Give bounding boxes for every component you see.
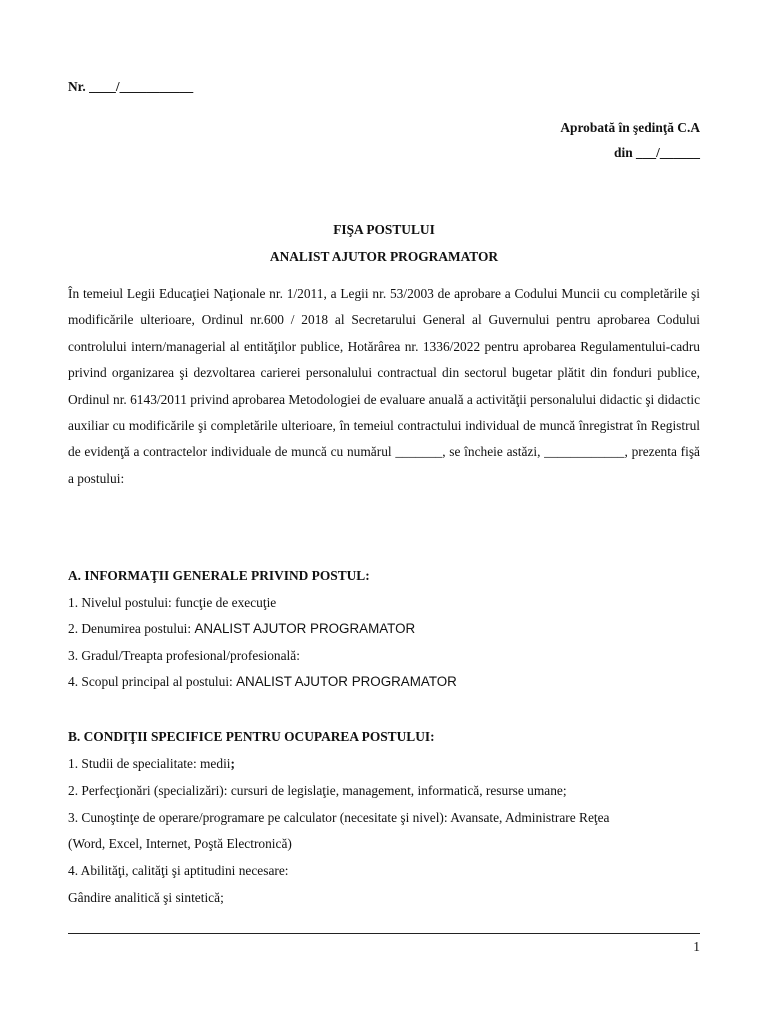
section-b-item-4-sub-1: Gândire analitică şi sintetică; [68,890,224,905]
approval-note: Aprobată în şedinţă C.A [560,120,700,135]
section-b-item-2: 2. Perfecţionări (specializări): cursuri de legislaţie, management, informatică, resurse umane; [68,783,567,798]
footer-divider [68,933,700,934]
document-number: Nr. ____/___________ [68,79,194,94]
section-a-item-2-label: 2. Denumirea postului: [68,621,195,636]
section-b-item-4: 4. Abilităţi, calităţi şi aptitudini necesare: [68,863,289,878]
job-title: ANALIST AJUTOR PROGRAMATOR [269,249,499,264]
section-a-item-2-value: ANALIST AJUTOR PROGRAMATOR [194,621,416,636]
section-a-item-2 [68,621,415,637]
approval-date: din ___/______ [614,145,700,160]
section-a-item-4-value: ANALIST AJUTOR PROGRAMATOR [236,674,457,689]
section-a-item-4 [68,674,457,690]
section-b-item-1-label: 1. Studii de specialitate: medii [68,756,231,771]
section-b-heading: B. CONDIŢII SPECIFICE PENTRU OCUPAREA POSTULUI: [68,729,435,744]
section-b-item-3-line-2: (Word, Excel, Internet, Poştă Electronică) [68,836,292,851]
section-b-item-1 [68,756,235,772]
page-number: 1 [693,939,700,954]
section-a-item-3: 3. Gradul/Treapta profesional/profesională: [68,648,300,663]
intro-paragraph: În temeiul Legii Educaţiei Naţionale nr. 1/2011, a Legii nr. 53/2003 de aprobare a Codului Muncii cu completările şi modificările ulterioare, Ordinul nr.600 / 2018 al Secretarului General al Guvernului pentru aprobarea Codului controlului intern/managerial al entităţilor publice, Hotărârea nr. 1336/2022 pentru aprobarea Regulamentului-cadru privind organizarea şi dezvoltarea carierei personalului contractual din sectorul bugetar plătit din fonduri publice, Ordinul nr. 6143/2011 privind aprobarea Metodologiei de evaluare anuală a activităţii personalului didactic şi didactic auxiliar cu modificările şi completările ulterioare, în temeiul contractului individual de muncă înregistrat în Registrul de evidenţă a contractelor individuale de muncă cu numărul _______, se încheie astăzi, ____________, prezenta fişă a postului: [68,286,701,486]
section-a-heading: A. INFORMAŢII GENERALE PRIVIND POSTUL: [68,568,370,583]
section-a-item-1: 1. Nivelul postului: funcţie de execuţie [68,595,277,610]
document-title: FIŞA POSTULUI [333,222,435,237]
section-b-item-1-suffix: ; [230,756,235,771]
section-b-item-3-line-1: 3. Cunoştinţe de operare/programare pe calculator (necesitate şi nivel): Avansate, Administrare Reţea [68,810,610,825]
section-a-item-4-label: 4. Scopul principal al postului: [68,674,237,689]
